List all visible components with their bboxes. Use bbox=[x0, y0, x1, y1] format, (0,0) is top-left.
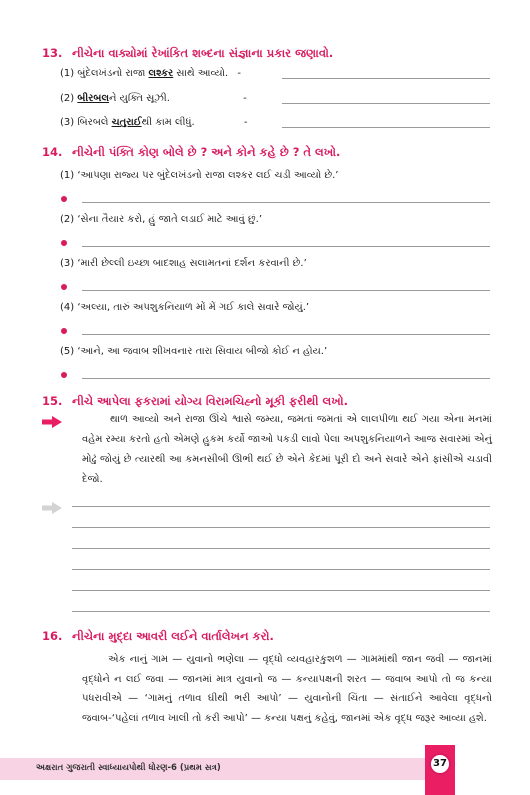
answer-line[interactable] bbox=[82, 378, 490, 379]
answer-line[interactable] bbox=[82, 290, 490, 291]
answer-line[interactable] bbox=[72, 506, 490, 507]
q13-number: 13. bbox=[42, 46, 63, 60]
q13-item-2: (2) બીરબલને યુક્તિ સૂઝી. - bbox=[60, 93, 247, 104]
underlined-word: ચતુરાઈ bbox=[111, 117, 142, 128]
answer-line[interactable] bbox=[82, 334, 490, 335]
q14-number: 14. bbox=[42, 145, 63, 159]
q14-item-1: (1) ‘આપણા રાજ્ય પર બુંદેલખંડનો રાજા લશ્કર લઈ ચડી આવ્યો છે.’ bbox=[60, 170, 339, 181]
q14-heading bbox=[42, 145, 340, 160]
q15-heading bbox=[42, 394, 348, 409]
q14-item-5: (5) ‘આને, આ જવાબ શીખવનાર તારા સિવાય બીજો કોઈ ન હોય.’ bbox=[60, 346, 328, 357]
q15-title: નીચે આપેલા ફકરામાં યોગ્ય વિરામચિહ્નો મૂકી ફરીથી લખો. bbox=[72, 394, 348, 408]
underlined-word: બીરબલ bbox=[77, 93, 110, 104]
q16-number: 16. bbox=[42, 629, 63, 643]
bullet-icon bbox=[61, 284, 67, 290]
q14-item-2: (2) ‘સેના તૈયાર કરો, હું જાતે લડાઈ માટે આવું છું.’ bbox=[60, 214, 263, 225]
arrow-right-icon bbox=[42, 416, 62, 428]
bullet-icon bbox=[61, 240, 67, 246]
answer-line[interactable] bbox=[282, 103, 490, 104]
q14-item-3: (3) ‘મારી છેલ્લી ઇચ્છા બાદશાહ સલામતનાં દર્શન કરવાની છે.’ bbox=[60, 258, 307, 269]
q14-item-4: (4) ‘અલ્યા, તારું અપશુકનિયાળ મોં મેં ગઈ કાલે સવારે જોયું.’ bbox=[60, 302, 310, 313]
q14-title: નીચેની પંક્તિ કોણ બોલે છે ? અને કોને કહે છે ? તે લખો. bbox=[72, 145, 341, 159]
bullet-icon bbox=[61, 372, 67, 378]
page-number: 37 bbox=[429, 753, 451, 775]
q16-heading bbox=[42, 629, 274, 644]
answer-line[interactable] bbox=[282, 127, 490, 128]
answer-line[interactable] bbox=[282, 78, 490, 79]
q13-item-1: (1) બુંદેલખંડનો રાજા લશ્કર સાથે આવ્યો. - bbox=[60, 68, 242, 79]
q15-paragraph: થાળ આવ્યો અને રાજા ઊંચે શ્વાસે જમ્યા, જમતાં જમતાં એ લાલપીળા થઈ ગયા એના મનમાં વહેમ રમ્યા કરતો હતો એમણે હુકમ કર્યો જાઓ પકડી લાવો પેલા અપશુકનિયાળને આજ સવારમાં એનું મોઢું જોયું છે ત્યારથી આ કમનસીબી ઊભી થઈ છે એને કેદમાં પૂરી દો અને સવારે એને ફાંસીએ ચડાવી દેજો. bbox=[82, 414, 492, 485]
bullet-icon bbox=[61, 196, 67, 202]
answer-line[interactable] bbox=[72, 527, 490, 528]
q13-title: નીચેના વાક્યોમાં રેખાંકિત શબ્દના સંજ્ઞાના પ્રકાર જણાવો. bbox=[72, 46, 334, 60]
q16-paragraph: એક નાનું ગામ — યુવાનો ભણેલા — વૃદ્ધો વ્યવહારકુશળ — ગામમાંથી જાન જવી — જાનમાં વૃદ્ધોને ન લઈ જવા — જાનમાં માત્ર યુવાનો જ — કન્યાપક્ષની શરત — જવાબ આપો તો જ કન્યા પધરાવીએ — ‘ગામનું તળાવ ઘીથી ભરી આપો’ — યુવાનોની ચિંતા — સંતાઈને આવેલા વૃદ્ધનો જવાબ-‘પહેલાં તળાવ ખાલી તો કરી આપો’ — કન્યા પક્ષનું કહેવું, જાનમાં એક વૃદ્ધ જરૂર આવ્યા હશે. bbox=[82, 654, 492, 724]
q15-number: 15. bbox=[42, 394, 63, 408]
answer-line[interactable] bbox=[82, 246, 490, 247]
answer-line[interactable] bbox=[72, 590, 490, 591]
bullet-icon bbox=[61, 328, 67, 334]
book-title: અક્ષરાત ગુજરાતી સ્વાધ્યાયપોથી ધોરણ-6 (પ્રથમ સત્ર) bbox=[36, 763, 221, 773]
q13-heading bbox=[42, 46, 333, 61]
q13-item-3: (3) બિરબલે ચતુરાઈથી કામ લીધું. - bbox=[60, 117, 248, 128]
answer-line[interactable] bbox=[72, 548, 490, 549]
underlined-word: લશ્કર bbox=[148, 68, 174, 79]
q16-title: નીચેના મુદ્દા આવરી લઈને વાર્તાલેખન કરો. bbox=[72, 629, 274, 643]
answer-line[interactable] bbox=[72, 569, 490, 570]
answer-line[interactable] bbox=[72, 611, 490, 612]
arrow-right-icon bbox=[42, 502, 62, 514]
answer-line[interactable] bbox=[82, 202, 490, 203]
